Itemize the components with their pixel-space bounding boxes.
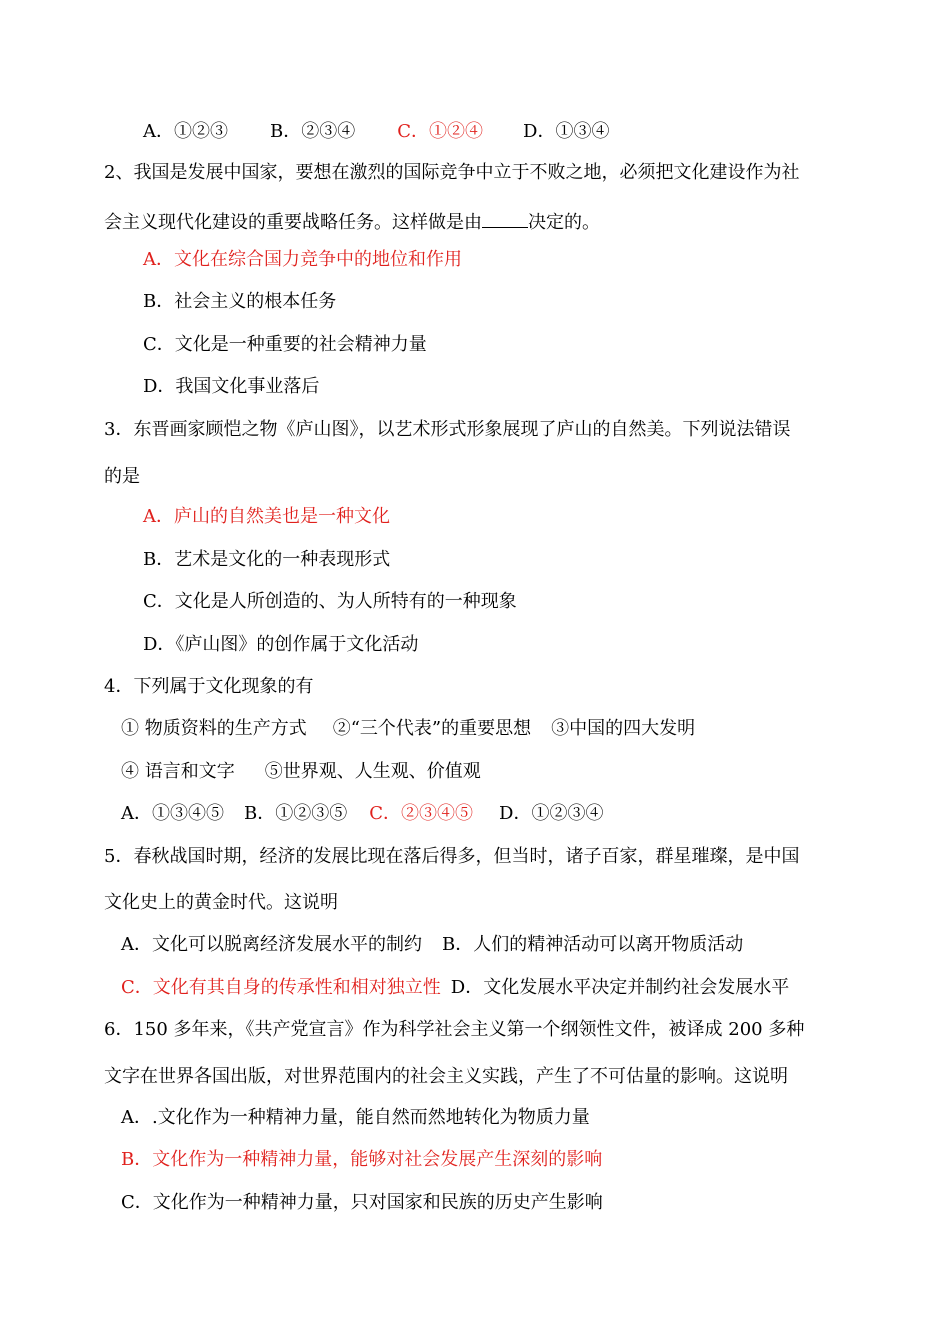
q5-options-row2 <box>121 976 789 1000</box>
q6-stem-line1: 6．150 多年来，《共产党宣言》作为科学社会主义第一个纲领性文件，被译成 200 多种 <box>104 1019 805 1040</box>
q2-stem-line1: 2、我国是发展中国家，要想在激烈的国际竞争中立于不败之地，必须把文化建设作为社 <box>104 162 800 183</box>
q3-stem-line2: 的是 <box>104 466 140 487</box>
q2-option-b: B．社会主义的根本任务 <box>143 291 337 312</box>
q3-option-c: C．文化是人所创造的、为人所特有的一种现象 <box>143 591 517 612</box>
q6-option-b-answer: B．文化作为一种精神力量，能够对社会发展产生深刻的影响 <box>121 1149 603 1170</box>
q2-option-c: C．文化是一种重要的社会精神力量 <box>143 334 427 355</box>
q5-stem-line2: 文化史上的黄金时代。这说明 <box>104 892 338 913</box>
q4-option-b: B．①②③⑤ <box>244 803 348 824</box>
q3-option-d: D．《庐山图》的创作属于文化活动 <box>143 634 419 655</box>
q4-option-c-answer: ②③④⑤ <box>401 803 474 824</box>
q6-option-a: A．.文化作为一种精神力量，能自然而然地转化为物质力量 <box>121 1107 590 1128</box>
q2-option-d: D．我国文化事业落后 <box>143 376 320 397</box>
q4-item-5: ⑤世界观、人生观、价值观 <box>264 761 481 782</box>
q4-option-c-label: C． <box>369 803 402 824</box>
q4-items-row1 <box>121 717 695 741</box>
q4-item-1: ① 物质资料的生产方式 <box>121 718 307 739</box>
q3-option-a-answer: A．庐山的自然美也是一种文化 <box>143 506 390 527</box>
q1-option-c-answer: C．①②④ <box>397 121 484 142</box>
q4-stem: 4．下列属于文化现象的有 <box>104 676 314 697</box>
q1-options <box>143 120 609 144</box>
q4-item-2: ②“三个代表”的重要思想 <box>332 718 532 739</box>
q4-item-4: ④ 语言和文字 <box>121 761 235 782</box>
q4-option-d: D．①②③④ <box>499 803 604 824</box>
q5-stem-line1: 5．春秋战国时期，经济的发展比现在落后得多，但当时，诸子百家，群星璀璨，是中国 <box>104 846 800 867</box>
q1-option-b: B．②③④ <box>270 121 356 142</box>
q5-option-c-answer: C．文化有其自身的传承性和相对独立性 <box>121 977 441 998</box>
q5-option-b: B．人们的精神活动可以离开物质活动 <box>442 934 744 955</box>
q2-answer-blank <box>482 209 528 228</box>
q2-stem-post: 决定的。 <box>528 212 600 233</box>
q2-stem-line2 <box>104 209 600 235</box>
q3-stem-line1: 3．东晋画家顾恺之物《庐山图》，以艺术形式形象展现了庐山的自然美。下列说法错误 <box>104 419 791 440</box>
q2-stem-pre: 会主义现代化建设的重要战略任务。这样做是由 <box>104 212 482 233</box>
q4-item-3: ③中国的四大发明 <box>551 718 696 739</box>
q5-option-a: A．文化可以脱离经济发展水平的制约 <box>121 934 422 955</box>
q5-option-d: D．文化发展水平决定并制约社会发展水平 <box>450 977 790 998</box>
q4-options <box>121 802 603 826</box>
q6-stem-line2: 文字在世界各国出版，对世界范围内的社会主义实践，产生了不可估量的影响。这说明 <box>104 1066 788 1087</box>
q1-option-d: D．①③④ <box>523 121 610 142</box>
q6-option-c: C．文化作为一种精神力量，只对国家和民族的历史产生影响 <box>121 1192 603 1213</box>
q5-options-row1 <box>121 933 743 957</box>
q1-option-a: A．①②③ <box>143 121 228 142</box>
q3-option-b: B．艺术是文化的一种表现形式 <box>143 549 391 570</box>
q4-items-row2 <box>121 760 481 784</box>
q2-option-a-answer: A．文化在综合国力竞争中的地位和作用 <box>143 249 462 270</box>
q4-option-a: A．①③④⑤ <box>121 803 224 824</box>
